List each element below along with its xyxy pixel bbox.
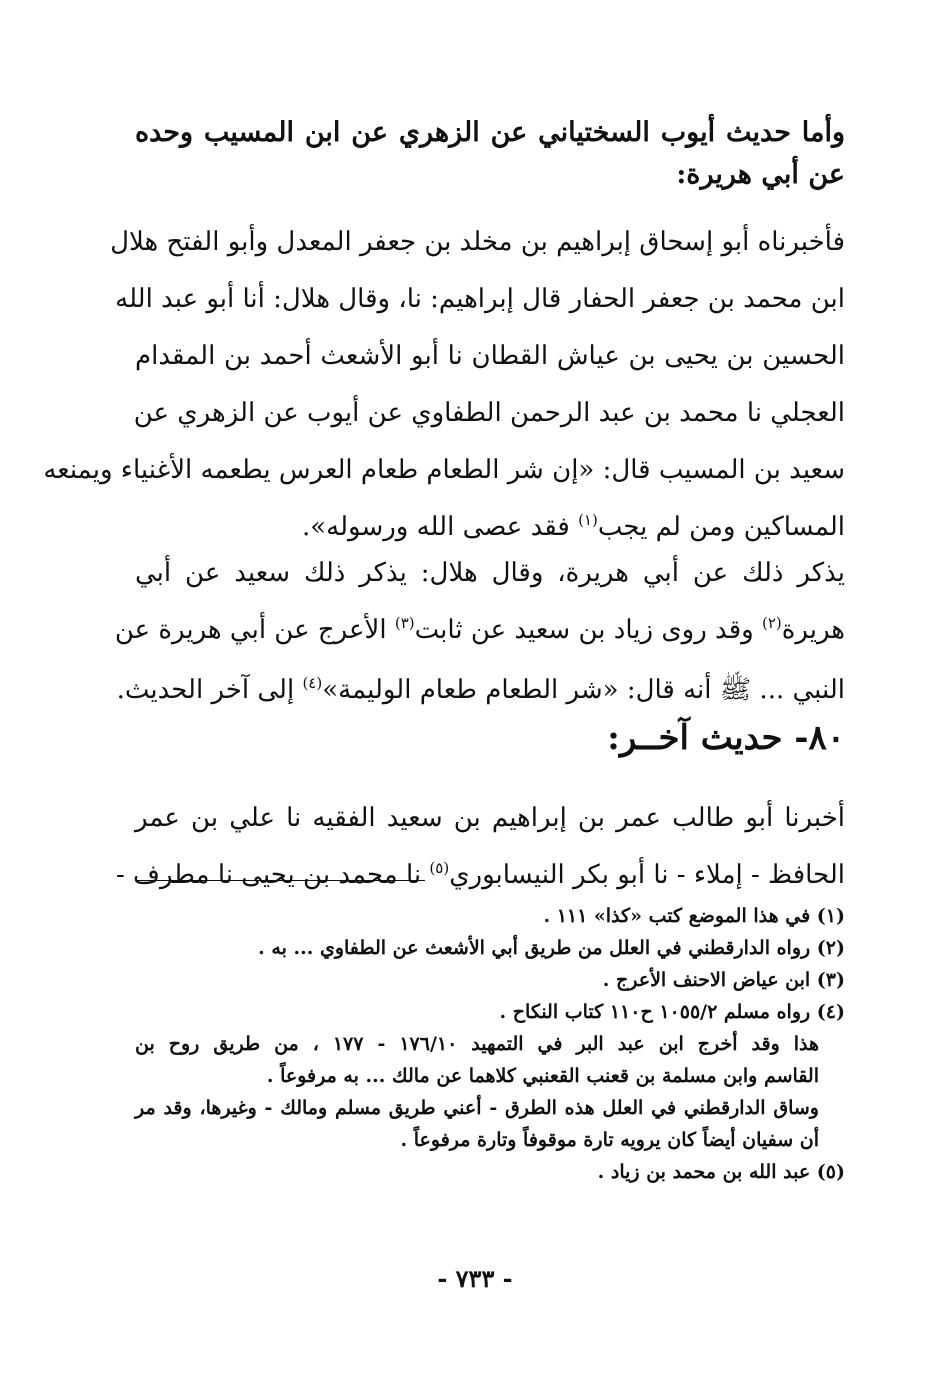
heading-line-1: وأما حديث أيوب السختياني عن الزهري عن ابن المسيب وحده [135,117,845,148]
text-run: نا محمد بن يحيى نا مطرف - [115,860,430,890]
text-run: الحافظ - إملاء - نا أبو بكر النيسابوري [449,860,845,890]
paragraph-isnad [43,214,845,559]
footnote-2: (٢) رواه الدارقطني في العلل من طريق أبي الأشعث عن الطفاوي ... به . [258,937,845,959]
paragraph-line: الحسين بن يحيى بن عياش القطان نا أبو الأشعث أحمد بن المقدام [135,341,845,371]
footnote-ref: (٢) [761,614,782,632]
paragraph-line: فأخبرناه أبو إسحاق إبراهيم بن مخلد بن جعفر المعدل وأبو الفتح هلال [110,227,845,257]
text-run: النبي ... ﷺ أنه قال: «شر الطعام طعام الوليمة» [322,675,845,705]
footnote-4-continuation: أن سفيان أيضاً كان يرويه تارة موقوفاً وتارة مرفوعاً . [400,1129,819,1151]
hadith-title: ٨٠- حديث آخــر: [607,718,845,758]
footnotes [135,900,845,1188]
footnote-4-continuation: وساق الدارقطني في العلل هذه الطرق - أعني طريق مسلم ومالك - وغيرها، وقد مر [135,1097,819,1119]
page-number: - ٧٣٣ - [437,1264,513,1293]
paragraph-line: يذكر ذلك عن أبي هريرة، وقال هلال: يذكر ذلك سعيد عن أبي [135,558,845,588]
footnote-1: (١) في هذا الموضع كتب «كذا» ١١١ . [543,905,845,927]
paragraph-line [116,662,845,722]
text-run: هريرة [781,615,845,645]
text-run: فقد عصى الله ورسوله». [301,512,579,542]
paragraph-line: أخبرنا أبو طالب عمر بن إبراهيم بن سعيد الفقيه نا علي بن عمر [135,803,845,833]
footnote-ref: (١) [578,511,598,529]
text-run: الأعرج عن أبي هريرة عن [114,615,395,645]
paragraph-line: العجلي نا محمد بن عبد الرحمن الطفاوي عن أيوب عن الزهري عن [133,398,845,428]
paragraph-line [115,847,845,907]
footnote-divider [135,880,425,881]
paragraph-line: ابن محمد بن جعفر الحفار قال إبراهيم: نا، وقال هلال: أنا أبو عبد الله [115,284,845,314]
footnote-4: (٤) رواه مسلم ١٠٥٥/٢ ح١١٠ كتاب النكاح . [499,1001,845,1023]
paragraph-line [114,602,845,662]
paragraph-commentary [114,545,845,722]
footnote-ref: (٣) [394,614,415,632]
paragraph-line: سعيد بن المسيب قال: «إن شر الطعام طعام العرس يطعمه الأغنياء ويمنعه [43,455,845,485]
footnote-5: (٥) عبد الله بن محمد بن زياد . [597,1161,845,1183]
text-run: المساكين ومن لم يجب [597,512,845,542]
text-run: إلى آخر الحديث. [116,675,303,705]
footnote-ref: (٥) [429,859,450,877]
footnote-4-continuation: القاسم وابن مسلمة بن قعنب القعنبي كلاهما عن مالك ... به مرفوعاً . [266,1065,819,1087]
heading-line-2: عن أبي هريرة: [676,159,845,190]
paragraph-hadith-80 [115,790,845,907]
section-heading [135,112,845,196]
footnote-3: (٣) ابن عياض الاحنف الأعرج . [602,969,845,991]
text-run: وقد روى زياد بن سعيد عن ثابت [414,615,762,645]
footnote-4-continuation: هذا وقد أخرج ابن عبد البر في التمهيد ١٧٦/١٠ - ١٧٧ ، من طريق روح بن [135,1033,819,1055]
footnote-ref: (٤) [302,674,323,692]
